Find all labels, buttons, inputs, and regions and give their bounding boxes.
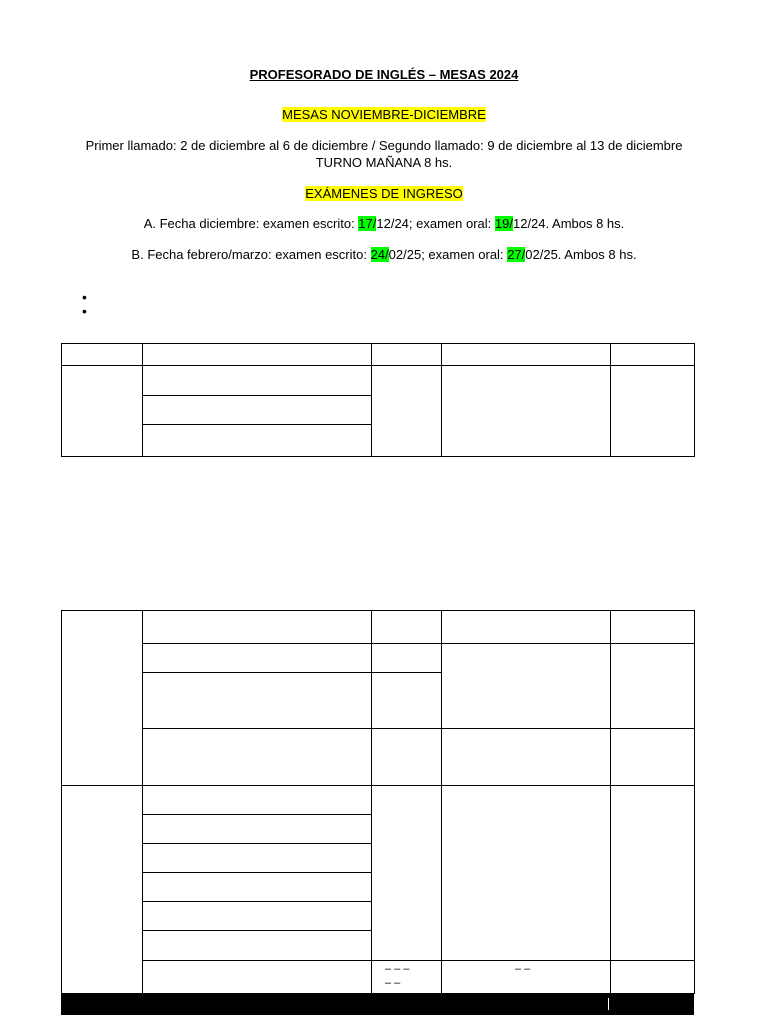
table-cell bbox=[442, 611, 611, 644]
table-row bbox=[62, 611, 695, 644]
table-row bbox=[62, 729, 695, 786]
ingreso-heading-line bbox=[0, 186, 768, 202]
exam-table-2 bbox=[61, 610, 695, 994]
item-b-mid: 02/25; examen oral: bbox=[388, 247, 508, 262]
table-row bbox=[62, 344, 695, 366]
table-cell bbox=[372, 611, 442, 644]
exam-table-1 bbox=[61, 343, 695, 457]
table-cell bbox=[143, 425, 372, 457]
table-cell bbox=[62, 366, 143, 457]
table-cell bbox=[372, 673, 442, 729]
table-cell bbox=[442, 644, 611, 729]
table-cell bbox=[143, 786, 372, 815]
table-cell bbox=[143, 729, 372, 786]
dash-marks-1: – – – bbox=[385, 963, 410, 975]
table-cell bbox=[442, 729, 611, 786]
table-cell bbox=[611, 344, 695, 366]
dash-marks-2: – – bbox=[385, 977, 401, 989]
table-cell bbox=[143, 673, 372, 729]
table-row bbox=[62, 644, 695, 673]
table-cell bbox=[372, 344, 442, 366]
item-a bbox=[0, 216, 768, 232]
llamados-text: Primer llamado: 2 de diciembre al 6 de diciembre / Segundo llamado: 9 de diciembre al 13 de diciembre bbox=[85, 138, 683, 153]
table-cell bbox=[143, 366, 372, 396]
item-a-suffix: 12/24. Ambos 8 hs. bbox=[512, 216, 625, 231]
item-a-mid: 12/24; examen oral: bbox=[376, 216, 495, 231]
table-cell bbox=[611, 644, 695, 729]
table-cell bbox=[372, 644, 442, 673]
table-cell bbox=[143, 961, 372, 994]
table-cell bbox=[143, 815, 372, 844]
bullet-2: • bbox=[82, 303, 87, 319]
text-cursor bbox=[608, 998, 609, 1010]
table-row bbox=[62, 786, 695, 815]
dash-marks-3: – – bbox=[515, 963, 531, 975]
table-row bbox=[62, 366, 695, 396]
mesas-heading-line bbox=[0, 107, 768, 123]
mesas-heading: MESAS NOVIEMBRE-DICIEMBRE bbox=[282, 107, 486, 122]
table-cell bbox=[611, 961, 695, 994]
table-cell bbox=[372, 729, 442, 786]
table-cell bbox=[143, 344, 372, 366]
table-cell bbox=[611, 729, 695, 786]
turno-text: TURNO MAÑANA 8 hs. bbox=[315, 155, 453, 170]
table-row bbox=[62, 961, 695, 994]
page-bottom-bar bbox=[61, 993, 694, 1015]
item-b-highlight-1: 24/ bbox=[370, 247, 389, 262]
table-cell bbox=[62, 611, 143, 786]
table-cell bbox=[442, 786, 611, 961]
item-a-prefix: A. Fecha diciembre: examen escrito: bbox=[143, 216, 359, 231]
table-cell bbox=[143, 396, 372, 425]
table-cell bbox=[611, 611, 695, 644]
table-cell bbox=[611, 366, 695, 457]
table-cell bbox=[143, 844, 372, 873]
table-cell bbox=[143, 902, 372, 931]
table-cell bbox=[143, 644, 372, 673]
table-cell bbox=[442, 344, 611, 366]
bullet-1: • bbox=[82, 289, 87, 305]
item-b-highlight-2: 27/ bbox=[507, 247, 526, 262]
item-a-highlight-1: 17/ bbox=[358, 216, 377, 231]
item-b-suffix: 02/25. Ambos 8 hs. bbox=[525, 247, 637, 262]
item-b bbox=[0, 247, 768, 263]
table-cell bbox=[143, 611, 372, 644]
table-cell bbox=[372, 786, 442, 961]
doc-title: PROFESORADO DE INGLÉS – MESAS 2024 bbox=[249, 67, 519, 82]
table-cell bbox=[442, 366, 611, 457]
table-cell bbox=[62, 344, 143, 366]
item-b-prefix: B. Fecha febrero/marzo: examen escrito: bbox=[131, 247, 371, 262]
item-a-highlight-2: 19/ bbox=[494, 216, 513, 231]
table-cell bbox=[62, 786, 143, 994]
table-cell bbox=[611, 786, 695, 961]
table-cell bbox=[372, 366, 442, 457]
ingreso-heading: EXÁMENES DE INGRESO bbox=[305, 186, 463, 201]
table-cell bbox=[143, 873, 372, 902]
table-cell bbox=[143, 931, 372, 961]
